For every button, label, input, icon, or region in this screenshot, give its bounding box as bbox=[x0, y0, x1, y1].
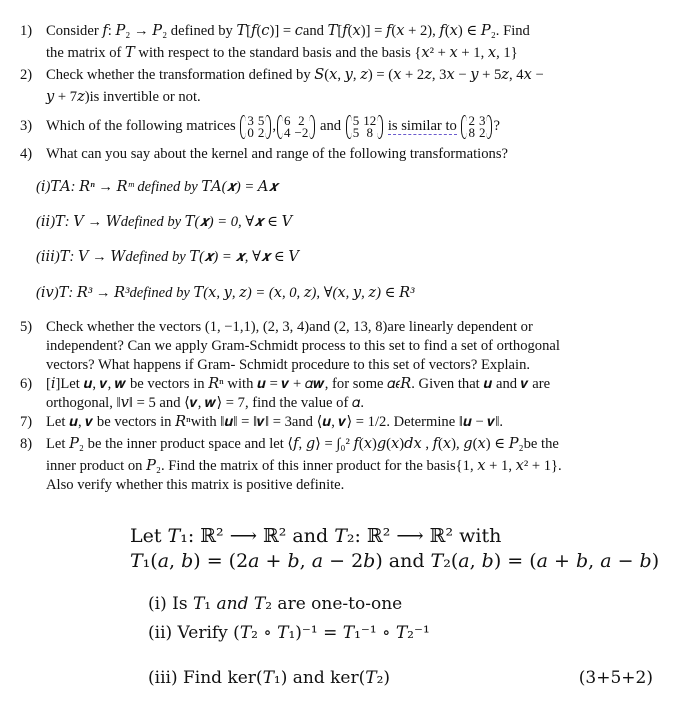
q7-line-1: Let 𝒖, 𝒗 be vectors in 𝑅ⁿwith ‖𝒖‖ = ‖𝒗‖ = 3and ⟨𝒖, 𝒗⟩ = 1/2. Determine ‖𝒖 − 𝒗‖. bbox=[46, 414, 504, 430]
q4-number: 4) bbox=[20, 146, 33, 162]
q8-line-2: inner product on 𝑃₂. Find the matrix of this inner product for the basis{1, 𝑥 + 1, 𝑥² + 1}. bbox=[46, 458, 562, 474]
q8-number: 8) bbox=[20, 436, 33, 452]
q5-line-2: independent? Can we apply Gram-Schmidt process to this set to find a set of orthogonal bbox=[46, 338, 560, 354]
q2-line-1: Check whether the transformation defined by 𝑆(𝑥, 𝑦, 𝑧) = (𝑥 + 2𝑧, 3𝑥 − 𝑦 + 5𝑧, 4𝑥 − bbox=[46, 67, 544, 83]
matrix-d: 2 3 8 2 bbox=[461, 115, 492, 139]
q9-line-1: Let 𝑇₁: ℝ² ⟶ ℝ² and 𝑇₂: ℝ² ⟶ ℝ² with bbox=[130, 525, 502, 547]
q6-line-2: orthogonal, ‖𝑣‖ = 5 and ⟨𝒗, 𝒘⟩ = 7, find the value of 𝛼. bbox=[46, 395, 365, 411]
q9-marks: (3+5+2) bbox=[578, 668, 653, 688]
q3-line: Which of the following matrices 3 5 0 2 , 6 2 4 −2 and 5 12 5 8 is similar to 2 3 8 2 ? bbox=[46, 112, 500, 140]
q1-number: 1) bbox=[20, 23, 33, 39]
q4-item-iii: (𝑖𝑖𝑖)𝑇: 𝑉 → 𝑊defined by 𝑇(𝒙) = 𝒙, ∀𝒙 ∈ 𝑉 bbox=[36, 249, 299, 265]
q3-prefix: Which of the following matrices bbox=[46, 118, 236, 134]
q2-number: 2) bbox=[20, 67, 33, 83]
q1-line-2: the matrix of 𝑇 with respect to the standard basis and the basis {𝑥² + 𝑥 + 1, 𝑥, 1} bbox=[46, 45, 518, 61]
q5-number: 5) bbox=[20, 319, 33, 335]
matrix-c: 5 12 5 8 bbox=[346, 115, 384, 139]
q2-line-2: 𝑦 + 7𝑧)is invertible or not. bbox=[46, 89, 201, 105]
matrix-b: 6 2 4 −2 bbox=[277, 115, 315, 139]
q6-line-1: [𝑖]Let 𝒖, 𝒗, 𝒘 be vectors in 𝑅ⁿ with 𝒖 = 𝒗 + 𝛼𝒘, for some 𝛼𝜖𝑅. Given that 𝒖 and 𝒗 are bbox=[46, 376, 551, 392]
q9-part-iii: (iii) Find ker(𝑇₁) and ker(𝑇₂) bbox=[148, 668, 391, 688]
q9-part-ii: (ii) Verify (𝑇₂ ∘ 𝑇₁)⁻¹ = 𝑇₁⁻¹ ∘ 𝑇₂⁻¹ bbox=[148, 623, 430, 643]
q3-number: 3) bbox=[20, 118, 33, 134]
q7-number: 7) bbox=[20, 414, 33, 430]
q4-text: What can you say about the kernel and range of the following transformations? bbox=[46, 146, 508, 162]
q8-line-3: Also verify whether this matrix is positive definite. bbox=[46, 477, 345, 493]
q4-item-i: (𝑖)𝑇𝐴: 𝑅ⁿ → 𝑅ᵐ defined by 𝑇𝐴(𝒙) = 𝐴𝒙 bbox=[36, 179, 278, 195]
q3-and: and bbox=[319, 118, 342, 134]
q4-item-iv: (𝑖𝑣)𝑇: 𝑅³ → 𝑅³defined by 𝑇(𝑥, 𝑦, 𝑧) = (𝑥, 0, 𝑧), ∀(𝑥, 𝑦, 𝑧) ∈ 𝑅³ bbox=[36, 285, 415, 301]
q9-line-2: 𝑇₁(𝑎, 𝑏) = (2𝑎 + 𝑏, 𝑎 − 2𝑏) and 𝑇₂(𝑎, 𝑏) = (𝑎 + 𝑏, 𝑎 − 𝑏) bbox=[130, 550, 660, 572]
q6-number: 6) bbox=[20, 376, 33, 392]
q5-line-1: Check whether the vectors (1, −1,1), (2, 3, 4)and (2, 13, 8)are linearly dependent or bbox=[46, 319, 533, 335]
q4-item-ii: (𝑖𝑖)𝑇: 𝑉 → 𝑊defined by 𝑇(𝒙) = 0, ∀𝒙 ∈ 𝑉 bbox=[36, 214, 293, 230]
q8-line-1: Let 𝑃₂ be the inner product space and let ⟨𝑓, 𝑔⟩ = ∫₀² 𝑓(𝑥)𝑔(𝑥)𝑑𝑥 , 𝑓(𝑥), 𝑔(𝑥) ∈ 𝑃₂be the bbox=[46, 436, 559, 452]
q9-part-i: (i) Is 𝑇₁ 𝑎𝑛𝑑 𝑇₂ are one-to-one bbox=[148, 594, 403, 614]
q1-line-1: Consider 𝑓: 𝑃₂ → 𝑃₂ defined by 𝑇[𝑓(𝑐)] = 𝑐and 𝑇[𝑓(𝑥)] = 𝑓(𝑥 + 2), 𝑓(𝑥) ∈ 𝑃₂. Find bbox=[46, 23, 530, 39]
matrix-a: 3 5 0 2 bbox=[240, 115, 271, 139]
q5-line-3: vectors? What happens if Gram- Schmidt procedure to this set of vectors? Explain. bbox=[46, 357, 531, 373]
q3-similar-to: is similar to bbox=[387, 118, 457, 134]
